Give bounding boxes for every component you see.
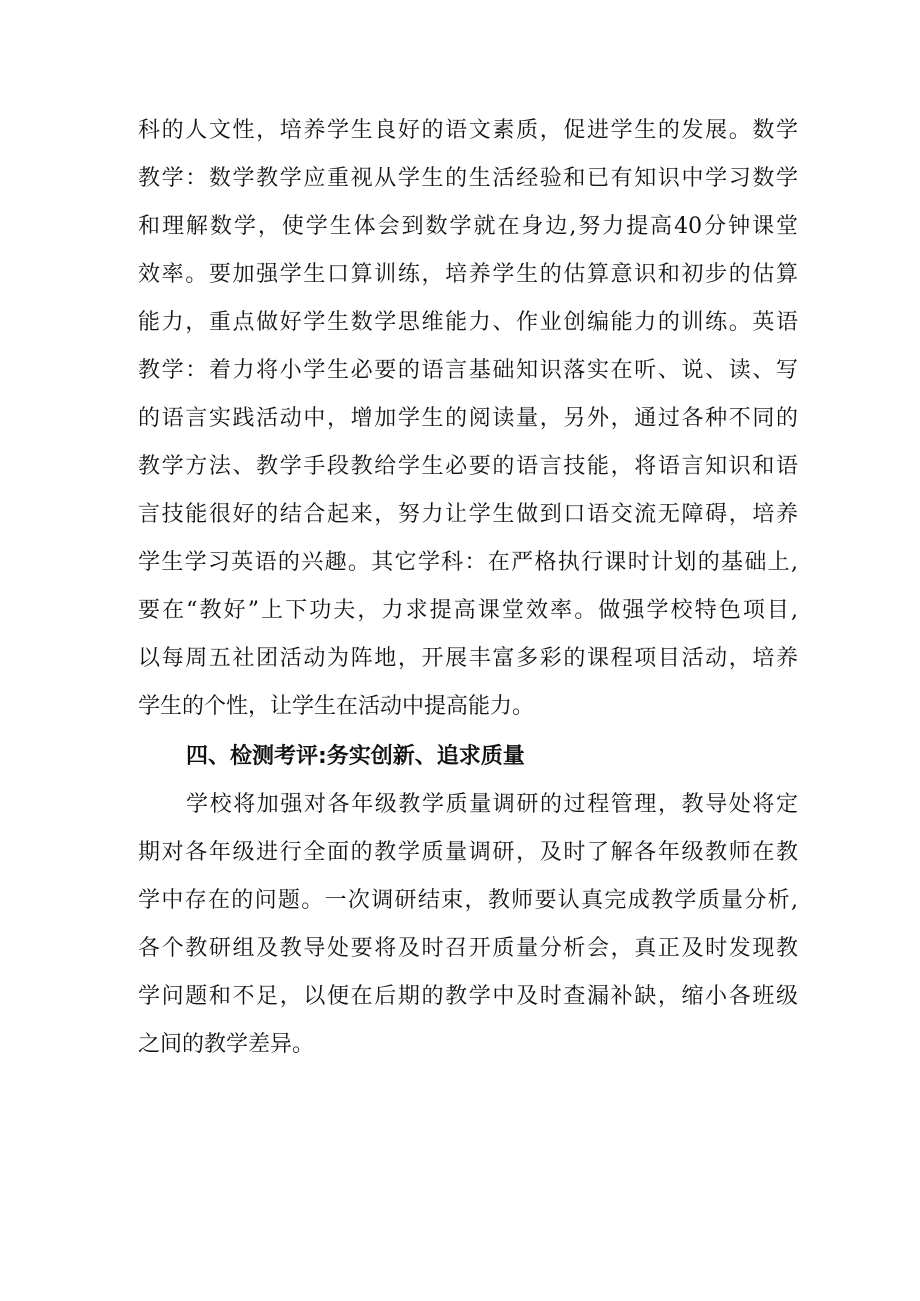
paragraph-line: 和理解数学，使学生体会到数学就在身边,努力提高40分钟课堂 bbox=[138, 214, 798, 239]
paragraph-line: 言技能很好的结合起来，努力让学生做到口语交流无障碍，培养 bbox=[138, 502, 798, 527]
paragraph-line: 期对各年级进行全面的教学质量调研，及时了解各年级教师在教 bbox=[138, 840, 798, 865]
paragraph-line: 以每周五社团活动为阵地，开展丰富多彩的课程项目活动，培养 bbox=[138, 646, 798, 671]
paragraph-line: 学问题和不足，以便在后期的教学中及时查漏补缺，缩小各班级 bbox=[138, 984, 798, 1009]
paragraph-line: 要在“教好”上下功夫，力求提高课堂效率。做强学校特色项目, bbox=[138, 598, 798, 623]
paragraph-line: 之间的教学差异。 bbox=[138, 1032, 315, 1057]
section-heading: 四、检测考评:务实创新、追求质量 bbox=[186, 744, 525, 769]
paragraph-line: 教学方法、教学手段教给学生必要的语言技能，将语言知识和语 bbox=[138, 454, 798, 479]
paragraph-line: 各个教研组及教导处要将及时召开质量分析会，真正及时发现教 bbox=[138, 936, 798, 961]
paragraph-line: 效率。要加强学生口算训练，培养学生的估算意识和初步的估算 bbox=[138, 262, 798, 287]
paragraph-line: 学校将加强对各年级教学质量调研的过程管理，教导处将定 bbox=[186, 792, 798, 817]
paragraph-line: 学生的个性，让学生在活动中提高能力。 bbox=[138, 694, 535, 719]
paragraph-line: 教学：着力将小学生必要的语言基础知识落实在听、说、读、写 bbox=[138, 358, 798, 383]
paragraph-line: 的语言实践活动中，增加学生的阅读量，另外，通过各种不同的 bbox=[138, 406, 798, 431]
paragraph-line: 科的人文性，培养学生良好的语文素质，促进学生的发展。数学 bbox=[138, 118, 798, 143]
paragraph-line: 学中存在的问题。一次调研结束，教师要认真完成教学质量分析, bbox=[138, 888, 798, 913]
paragraph-line: 学生学习英语的兴趣。其它学科：在严格执行课时计划的基础上, bbox=[138, 550, 798, 575]
paragraph-line: 能力，重点做好学生数学思维能力、作业创编能力的训练。英语 bbox=[138, 310, 798, 335]
paragraph-line: 教学：数学教学应重视从学生的生活经验和已有知识中学习数学 bbox=[138, 166, 798, 191]
